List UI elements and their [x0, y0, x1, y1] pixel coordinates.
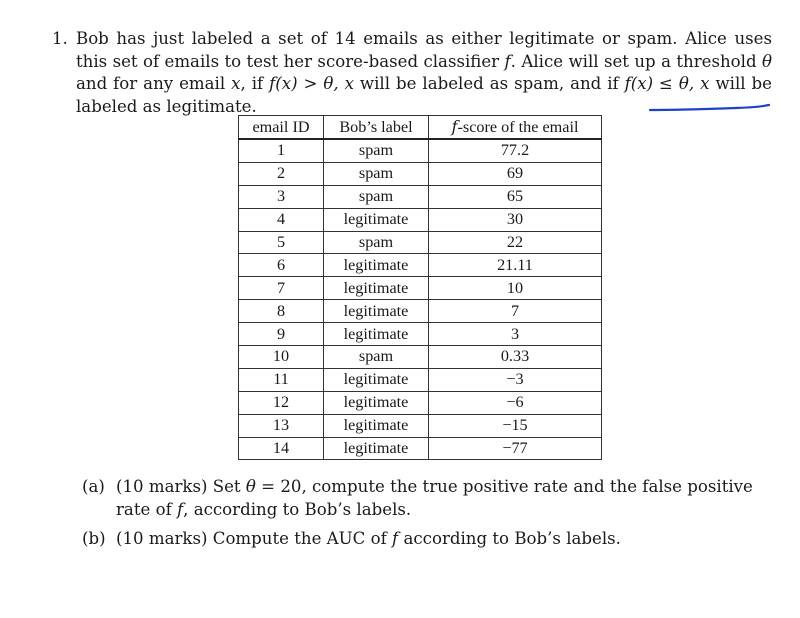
table-row: [239, 208, 602, 231]
cell-f-score: 21.11: [429, 254, 602, 277]
header-f-score: f-score of the email: [429, 116, 602, 140]
cell-bobs-label: legitimate: [324, 208, 429, 231]
table-row: [239, 414, 602, 437]
cell-email-id: 2: [239, 162, 324, 185]
cell-email-id: 10: [239, 346, 324, 369]
cell-bobs-label: legitimate: [324, 300, 429, 323]
cell-bobs-label: spam: [324, 139, 429, 162]
cell-email-id: 13: [239, 414, 324, 437]
header-bobs-label: Bob’s label: [324, 116, 429, 140]
table-body: [239, 139, 602, 460]
table-row: [239, 323, 602, 346]
cell-bobs-label: legitimate: [324, 391, 429, 414]
part-b-tag: (b): [82, 529, 106, 548]
cell-f-score: 30: [429, 208, 602, 231]
problem-text: Bob has just labeled a set of 14 emails as either legitimate or spam. Alice uses this set of emails to test her score-based classifier f. Alice will set up a threshold θ and for any email x, if f(x) > θ, x will be labeled as spam, and if f(x) ≤ θ, x will be labeled as legitimate.: [76, 29, 772, 116]
cell-email-id: 4: [239, 208, 324, 231]
part-b: (b) (10 marks) Compute the AUC of f according to Bob’s labels.: [82, 528, 774, 551]
cell-bobs-label: legitimate: [324, 277, 429, 300]
cell-f-score: −3: [429, 368, 602, 391]
header-email-id: email ID: [239, 116, 324, 140]
cell-f-score: 69: [429, 162, 602, 185]
table-row: [239, 300, 602, 323]
cell-email-id: 7: [239, 277, 324, 300]
math-legit-condition: f(x) ≤ θ, x: [624, 74, 710, 93]
cell-email-id: 3: [239, 185, 324, 208]
cell-email-id: 11: [239, 368, 324, 391]
table-row: [239, 391, 602, 414]
cell-f-score: −6: [429, 391, 602, 414]
table-row: [239, 162, 602, 185]
table-row: [239, 277, 602, 300]
cell-f-score: 22: [429, 231, 602, 254]
cell-f-score: −15: [429, 414, 602, 437]
cell-f-score: 0.33: [429, 346, 602, 369]
table-header-row: [239, 116, 602, 140]
table-row: [239, 185, 602, 208]
part-a-tag: (a): [82, 477, 105, 496]
cell-email-id: 8: [239, 300, 324, 323]
cell-bobs-label: legitimate: [324, 254, 429, 277]
cell-bobs-label: legitimate: [324, 437, 429, 460]
cell-f-score: 77.2: [429, 139, 602, 162]
cell-f-score: 7: [429, 300, 602, 323]
table-row: [239, 368, 602, 391]
table-row: [239, 139, 602, 162]
email-score-table: [238, 115, 602, 460]
cell-f-score: 10: [429, 277, 602, 300]
table-row: [239, 346, 602, 369]
cell-bobs-label: spam: [324, 162, 429, 185]
table-row: [239, 231, 602, 254]
cell-bobs-label: spam: [324, 346, 429, 369]
cell-bobs-label: legitimate: [324, 368, 429, 391]
cell-f-score: 65: [429, 185, 602, 208]
cell-email-id: 12: [239, 391, 324, 414]
math-theta: θ: [762, 51, 772, 71]
cell-email-id: 1: [239, 139, 324, 162]
part-a: (a) (10 marks) Set θ = 20, compute the true positive rate and the false positive rate of f, according to Bob’s labels.: [82, 477, 753, 519]
problem-number: 1.: [52, 29, 68, 48]
cell-bobs-label: legitimate: [324, 414, 429, 437]
math-spam-condition: f(x) > θ, x: [269, 74, 354, 93]
table-row: [239, 437, 602, 460]
handwritten-underline: [648, 101, 772, 115]
math-f: f: [504, 51, 511, 71]
question-parts: [82, 476, 774, 558]
cell-bobs-label: spam: [324, 185, 429, 208]
cell-bobs-label: spam: [324, 231, 429, 254]
cell-bobs-label: legitimate: [324, 323, 429, 346]
table-row: [239, 254, 602, 277]
math-x: x: [231, 74, 241, 93]
cell-email-id: 14: [239, 437, 324, 460]
cell-email-id: 6: [239, 254, 324, 277]
cell-f-score: −77: [429, 437, 602, 460]
cell-f-score: 3: [429, 323, 602, 346]
cell-email-id: 5: [239, 231, 324, 254]
cell-email-id: 9: [239, 323, 324, 346]
